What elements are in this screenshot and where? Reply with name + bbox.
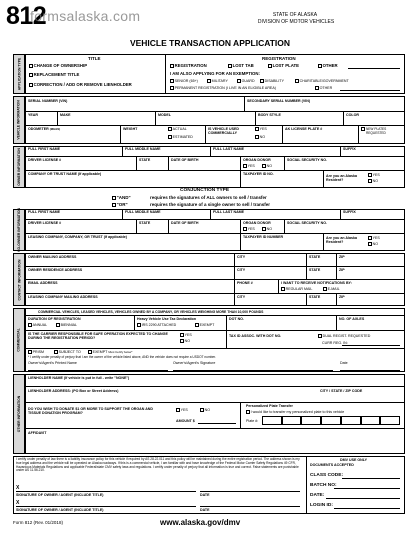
lienholder-address-label: LIENHOLDER ADDRESS: (PO Box or Street Address) bbox=[28, 389, 119, 393]
owner-first-label: FULL FIRST NAME bbox=[28, 147, 61, 151]
notify-email[interactable]: E-MAIL bbox=[323, 287, 340, 291]
notify-label: I WANT TO RECEIVE NOTIFICATIONS BY: bbox=[281, 281, 352, 285]
commercial-yes[interactable]: YES bbox=[255, 127, 267, 131]
coowner-ssn-label: SOCIAL SECURITY NO. bbox=[287, 221, 328, 225]
dot-label: DOT NO. bbox=[229, 317, 244, 321]
subject-to-option[interactable]: SUBJECT TO bbox=[54, 350, 81, 354]
odometer-label bbox=[28, 127, 60, 131]
form-revision: Form 812 (Rev. 01/2018) bbox=[13, 520, 63, 525]
new-plates-option[interactable] bbox=[361, 127, 366, 131]
signature-2-date: DATE bbox=[200, 508, 210, 512]
leasing-state-label: STATE bbox=[309, 295, 321, 299]
prism-option[interactable]: PRISM bbox=[28, 350, 44, 354]
carrier-question: IS THE CARRIER RESPONSIBLE FOR SAFE OPERATION EXPECTED TO CHANGE DURING THE REGISTRATION PERIOD? bbox=[28, 332, 168, 340]
section-commercial: COMMERCIAL bbox=[13, 308, 25, 372]
exempt-permanent[interactable]: PERMANENT REGISTRATION (I LIVE IN AN ELIGIBLE AREA) bbox=[170, 86, 276, 90]
coowner-dob-label: DATE OF BIRTH bbox=[171, 221, 199, 225]
owner-ssn-label: SOCIAL SECURITY NO. bbox=[287, 158, 328, 162]
coowner-taxpayer-label: TAXPAYER ID NUMBER bbox=[243, 235, 284, 239]
exempt-military[interactable]: MILITARY bbox=[207, 79, 228, 83]
section-vehicle-information: VEHICLE INFORMATION bbox=[13, 96, 25, 144]
coowner-resident-yes[interactable]: YES bbox=[368, 236, 380, 240]
exempt-senior[interactable]: SENIOR (65+) bbox=[170, 79, 198, 83]
class-code-label: CLASS CODE: bbox=[310, 473, 344, 478]
title-option-change[interactable]: CHANGE OF OWNERSHIP bbox=[29, 64, 87, 68]
title-option-replacement[interactable]: REPLACEMENT TITLE bbox=[29, 73, 79, 77]
coowner-first-label: FULL FIRST NAME bbox=[28, 210, 61, 214]
coowner-last-label: FULL LAST NAME bbox=[213, 210, 245, 214]
must-certify-note: Must Certify below* bbox=[108, 350, 133, 354]
carrier-yes[interactable]: YES bbox=[180, 333, 192, 337]
coowner-middle-label: FULL MIDDLE NAME bbox=[125, 210, 161, 214]
exempt-certify-option[interactable]: EXEMPT Must Certify below* bbox=[88, 350, 132, 354]
serial2-input[interactable] bbox=[246, 103, 403, 110]
donate-yes[interactable]: YES bbox=[176, 408, 188, 412]
leasing-zip-label: ZIP bbox=[339, 295, 345, 299]
owner-company-label: COMPANY OR TRUST NAME (If applicable) bbox=[28, 172, 102, 176]
tax-id-label: TAX ID ASSOC. WITH DOT NO. bbox=[229, 334, 282, 338]
year-input[interactable] bbox=[27, 117, 55, 124]
model-input[interactable] bbox=[157, 117, 253, 124]
email-label: EMAIL ADDRESS bbox=[28, 281, 58, 285]
phone-label: PHONE # bbox=[237, 281, 253, 285]
conjunction-and-text: requires the signatures of ALL owners to sell / transfer bbox=[150, 195, 267, 200]
coowner-donor-label: ORGAN DONOR bbox=[243, 221, 271, 225]
mailing-address-label: OWNER MAILING ADDRESS bbox=[28, 255, 77, 259]
notify-regular-mail[interactable]: REGULAR MAIL bbox=[281, 287, 312, 291]
reg-option-lost-tab[interactable]: LOST TAB bbox=[228, 64, 254, 68]
exempt-disability[interactable]: DISABILITY bbox=[260, 79, 284, 83]
owner-taxpayer-label: TAXPAYER ID NO. bbox=[243, 172, 274, 176]
coowner-donor-yes[interactable]: YES bbox=[243, 227, 255, 231]
plate-input[interactable] bbox=[284, 132, 356, 142]
carrier-no[interactable]: NO bbox=[180, 339, 190, 343]
owner-resident-yes[interactable]: YES bbox=[368, 173, 380, 177]
owner-middle-label: FULL MIDDLE NAME bbox=[125, 147, 161, 151]
certification-text: I certify under penalty of law there is a liability insurance policy for this vehicle if required by AS 28.22.011 and this policy will be maintained during the entire registration period. The address shown is my true legal address and the vehicle will be operated on Alaska roadways. If this is a commercial vehicle, I am familiar with and have knowledge of the Federal Motor Carrier Safety Regulations 49 CFR, Hazardous Materials Regulations and applicable Federal/state CMV safety laws and regulations. I certify under penalty of perjury that all information is true and correct. False statements are punishable under AS 11.56.210. bbox=[16, 457, 300, 473]
owner-donor-yes[interactable]: YES bbox=[243, 164, 255, 168]
commercial-use-label: IS VEHICLE USED COMMERCIALLY bbox=[208, 127, 239, 135]
coowner-donor-no[interactable]: NO bbox=[262, 227, 272, 231]
weight-label: WEIGHT bbox=[123, 127, 138, 131]
body-style-label: BODY STYLE bbox=[258, 113, 281, 117]
title-option-correction[interactable]: CORRECTION / ADD OR REMOVE LIENHOLDER bbox=[29, 83, 132, 87]
signature-1-field[interactable] bbox=[16, 481, 196, 491]
color-input[interactable] bbox=[345, 117, 403, 124]
page-title: VEHICLE TRANSACTION APPLICATION bbox=[129, 38, 291, 48]
affidavit-label: AFFIDAVIT bbox=[28, 431, 47, 435]
weight-estimated[interactable]: ESTIMATED bbox=[168, 135, 193, 139]
login-id-label: LOGIN ID: bbox=[310, 503, 333, 508]
residence-zip-label: ZIP bbox=[339, 268, 345, 272]
form-number: 812 bbox=[6, 2, 47, 30]
printed-name-label: Owner's/Agent's Printed Name bbox=[28, 361, 77, 365]
leasing-mailing-label: LEASING COMPANY MAILING ADDRESS bbox=[28, 295, 98, 299]
reg-option-registration[interactable]: REGISTRATION bbox=[170, 64, 207, 68]
coowner-dl-label: DRIVER LICENSE # bbox=[28, 221, 62, 225]
serial-input[interactable] bbox=[27, 103, 242, 110]
weight-actual[interactable]: ACTUAL bbox=[168, 127, 187, 131]
conjunction-or[interactable]: "OR" bbox=[112, 203, 128, 207]
lienholder-label: LIENHOLDER NAME (If vehicle is put in full - write "NONE") bbox=[28, 376, 130, 380]
registration-heading: REGISTRATION bbox=[262, 56, 296, 61]
mailing-state-label: STATE bbox=[309, 255, 321, 259]
miles-unit: (MILES) bbox=[49, 127, 61, 131]
conjunction-and[interactable]: "AND" bbox=[112, 196, 131, 200]
coowner-state-label: STATE bbox=[139, 221, 151, 225]
owner-last-label: FULL LAST NAME bbox=[213, 147, 245, 151]
transfer-plate-option[interactable]: I would like to transfer my personalized plate to this vehicle bbox=[246, 410, 344, 414]
coowner-suffix-label: SUFFIX bbox=[343, 210, 356, 214]
coowner-box bbox=[25, 209, 405, 251]
signature-2-x: X bbox=[16, 500, 20, 506]
serial2-label: SECONDARY SERIAL NUMBER (VIN) bbox=[247, 99, 311, 103]
division-name: DIVISION OF MOTOR VEHICLES bbox=[257, 19, 335, 25]
exempt-guard[interactable]: GUARD bbox=[237, 79, 255, 83]
lienholder-city-label: CITY / STATE / ZIP CODE bbox=[320, 389, 363, 393]
residence-state-label: STATE bbox=[309, 268, 321, 272]
mailing-city-label: CITY bbox=[237, 255, 246, 259]
model-label: MODEL bbox=[158, 113, 171, 117]
donate-no[interactable]: NO bbox=[200, 408, 210, 412]
watermark: formsalaska.com bbox=[30, 8, 141, 24]
exemption-heading: I AM ALSO APPLYING FOR AN EXEMPTION: bbox=[170, 71, 260, 76]
batch-no-label: BATCH NO: bbox=[310, 483, 337, 488]
section-other-information: OTHER INFORMATION bbox=[13, 374, 25, 454]
commercial-note: COMMERCIAL VEHICLES, LEASED VEHICLES, VEHICLES OWNED BY A COMPANY, OR VEHICLES WEIGHING MORE THAN 10,000 POUNDS bbox=[38, 310, 264, 314]
title-heading: TITLE bbox=[88, 56, 101, 61]
section-owner-information: OWNER INFORMATION bbox=[13, 146, 25, 188]
owner-suffix-label: SUFFIX bbox=[343, 147, 356, 151]
donate-question: DO YOU WISH TO DONATE $1 OR MORE TO SUPPORT THE ORGAN AND TISSUE DONATION PROGRAM? bbox=[28, 407, 153, 415]
residence-city-label: CITY bbox=[237, 268, 246, 272]
section-application-type: APPLICATION TYPE bbox=[13, 54, 25, 94]
make-label: MAKE bbox=[60, 113, 71, 117]
dmv-use-only: DMV USE ONLY bbox=[340, 458, 368, 462]
duration-annual[interactable]: ANNUAL bbox=[28, 323, 47, 327]
plate-label: AK LICENSE PLATE # bbox=[285, 127, 323, 131]
signature-1-date: DATE bbox=[200, 493, 210, 497]
personalized-label: Personalized Plate Transfer bbox=[246, 404, 293, 408]
leasing-city-label: CITY bbox=[237, 295, 246, 299]
signature-2-field[interactable] bbox=[16, 496, 196, 506]
owner-state-label: STATE bbox=[139, 158, 151, 162]
year-label: YEAR bbox=[28, 113, 38, 117]
duration-biennial[interactable]: BIENNIAL bbox=[56, 323, 77, 327]
owner-resident-no[interactable]: NO bbox=[368, 179, 378, 183]
owner-donor-label: ORGAN DONOR bbox=[243, 158, 271, 162]
plate-number-boxes[interactable] bbox=[262, 416, 400, 425]
commercial-no[interactable]: NO bbox=[255, 135, 265, 139]
color-label: COLOR bbox=[346, 113, 359, 117]
reg-option-other[interactable]: OTHER bbox=[318, 64, 338, 68]
dmv-date-label: DATE: bbox=[310, 493, 325, 498]
coowner-resident-label: Are you an Alaska Resident? bbox=[326, 236, 358, 244]
hvut-label: Heavy Vehicle Use Tax Declaration bbox=[137, 317, 197, 321]
exempt-other[interactable]: OTHER bbox=[315, 86, 332, 90]
owner-signature-label: Owner's/Agent's Signature bbox=[173, 361, 216, 365]
coowner-resident-no[interactable]: NO bbox=[368, 242, 378, 246]
duration-label: DURATION OF REGISTRATION bbox=[28, 317, 81, 321]
serial-label: SERIAL NUMBER (VIN) bbox=[28, 99, 68, 103]
hvut-irs-attached[interactable]: IRS 2290 ATTACHED bbox=[137, 323, 176, 327]
signature-1-label: SIGNATURE OF OWNER / AGENT (INCLUDE TITLE) bbox=[16, 493, 104, 497]
make-input[interactable] bbox=[59, 117, 153, 124]
residence-address-label: OWNER RESIDENCE ADDRESS bbox=[28, 268, 83, 272]
dual-registration[interactable]: DUAL REGIST. REQUESTED bbox=[318, 334, 370, 338]
conjunction-or-text: requires the signature of a single owner to sell / transfer bbox=[150, 202, 271, 207]
body-style-input[interactable] bbox=[257, 117, 341, 124]
owner-donor-no[interactable]: NO bbox=[262, 164, 272, 168]
commercial-date-label: Date bbox=[340, 361, 348, 365]
reg-option-lost-plate[interactable]: LOST PLATE bbox=[268, 64, 299, 68]
dmv-website[interactable]: www.alaska.gov/dmv bbox=[160, 518, 241, 527]
coowner-leasing-label: LEASING COMPANY, COMPANY, OR TRUST (If applicable) bbox=[28, 235, 127, 239]
documents-accepted: DOCUMENTS ACCEPTED bbox=[310, 463, 354, 467]
certify-statement: * I certify under penalty of perjury that I am the owner of the vehicle listed above, AND the vehicle does not require a USDOT number. bbox=[28, 355, 216, 359]
axles-label: NO. OF AXLES bbox=[339, 317, 365, 321]
odometer-input[interactable] bbox=[27, 132, 118, 142]
section-contact-information: CONTACT INFORMATION bbox=[13, 253, 25, 306]
plate-number-label: Plate #: bbox=[246, 419, 259, 423]
owner-dob-label: DATE OF BIRTH bbox=[171, 158, 199, 162]
curr-reg-label: CURR REG. IN: bbox=[322, 341, 348, 345]
section-co-owner-information: CO-OWNER INFORMATION bbox=[13, 209, 25, 251]
exempt-charitable[interactable]: CHARITABLE/GOVERNMENT bbox=[295, 79, 349, 83]
new-plates-label: NEW PLATES REQUESTED bbox=[366, 127, 387, 135]
state-name: STATE OF ALASKA bbox=[272, 12, 318, 18]
owner-dl-label: DRIVER LICENSE # bbox=[28, 158, 62, 162]
owner-resident-label: Are you an Alaska Resident? bbox=[326, 174, 358, 182]
conjunction-heading: CONJUNCTION TYPE bbox=[180, 188, 230, 193]
mailing-zip-label: ZIP bbox=[339, 255, 345, 259]
signature-1-x: X bbox=[16, 485, 20, 491]
signature-2-label: SIGNATURE OF OWNER / AGENT (INCLUDE TITLE) bbox=[16, 508, 104, 512]
odometer-text: ODOMETER bbox=[28, 127, 49, 131]
hvut-exempt[interactable]: EXEMPT bbox=[195, 323, 214, 327]
amount-label: AMOUNT $ bbox=[176, 419, 195, 423]
